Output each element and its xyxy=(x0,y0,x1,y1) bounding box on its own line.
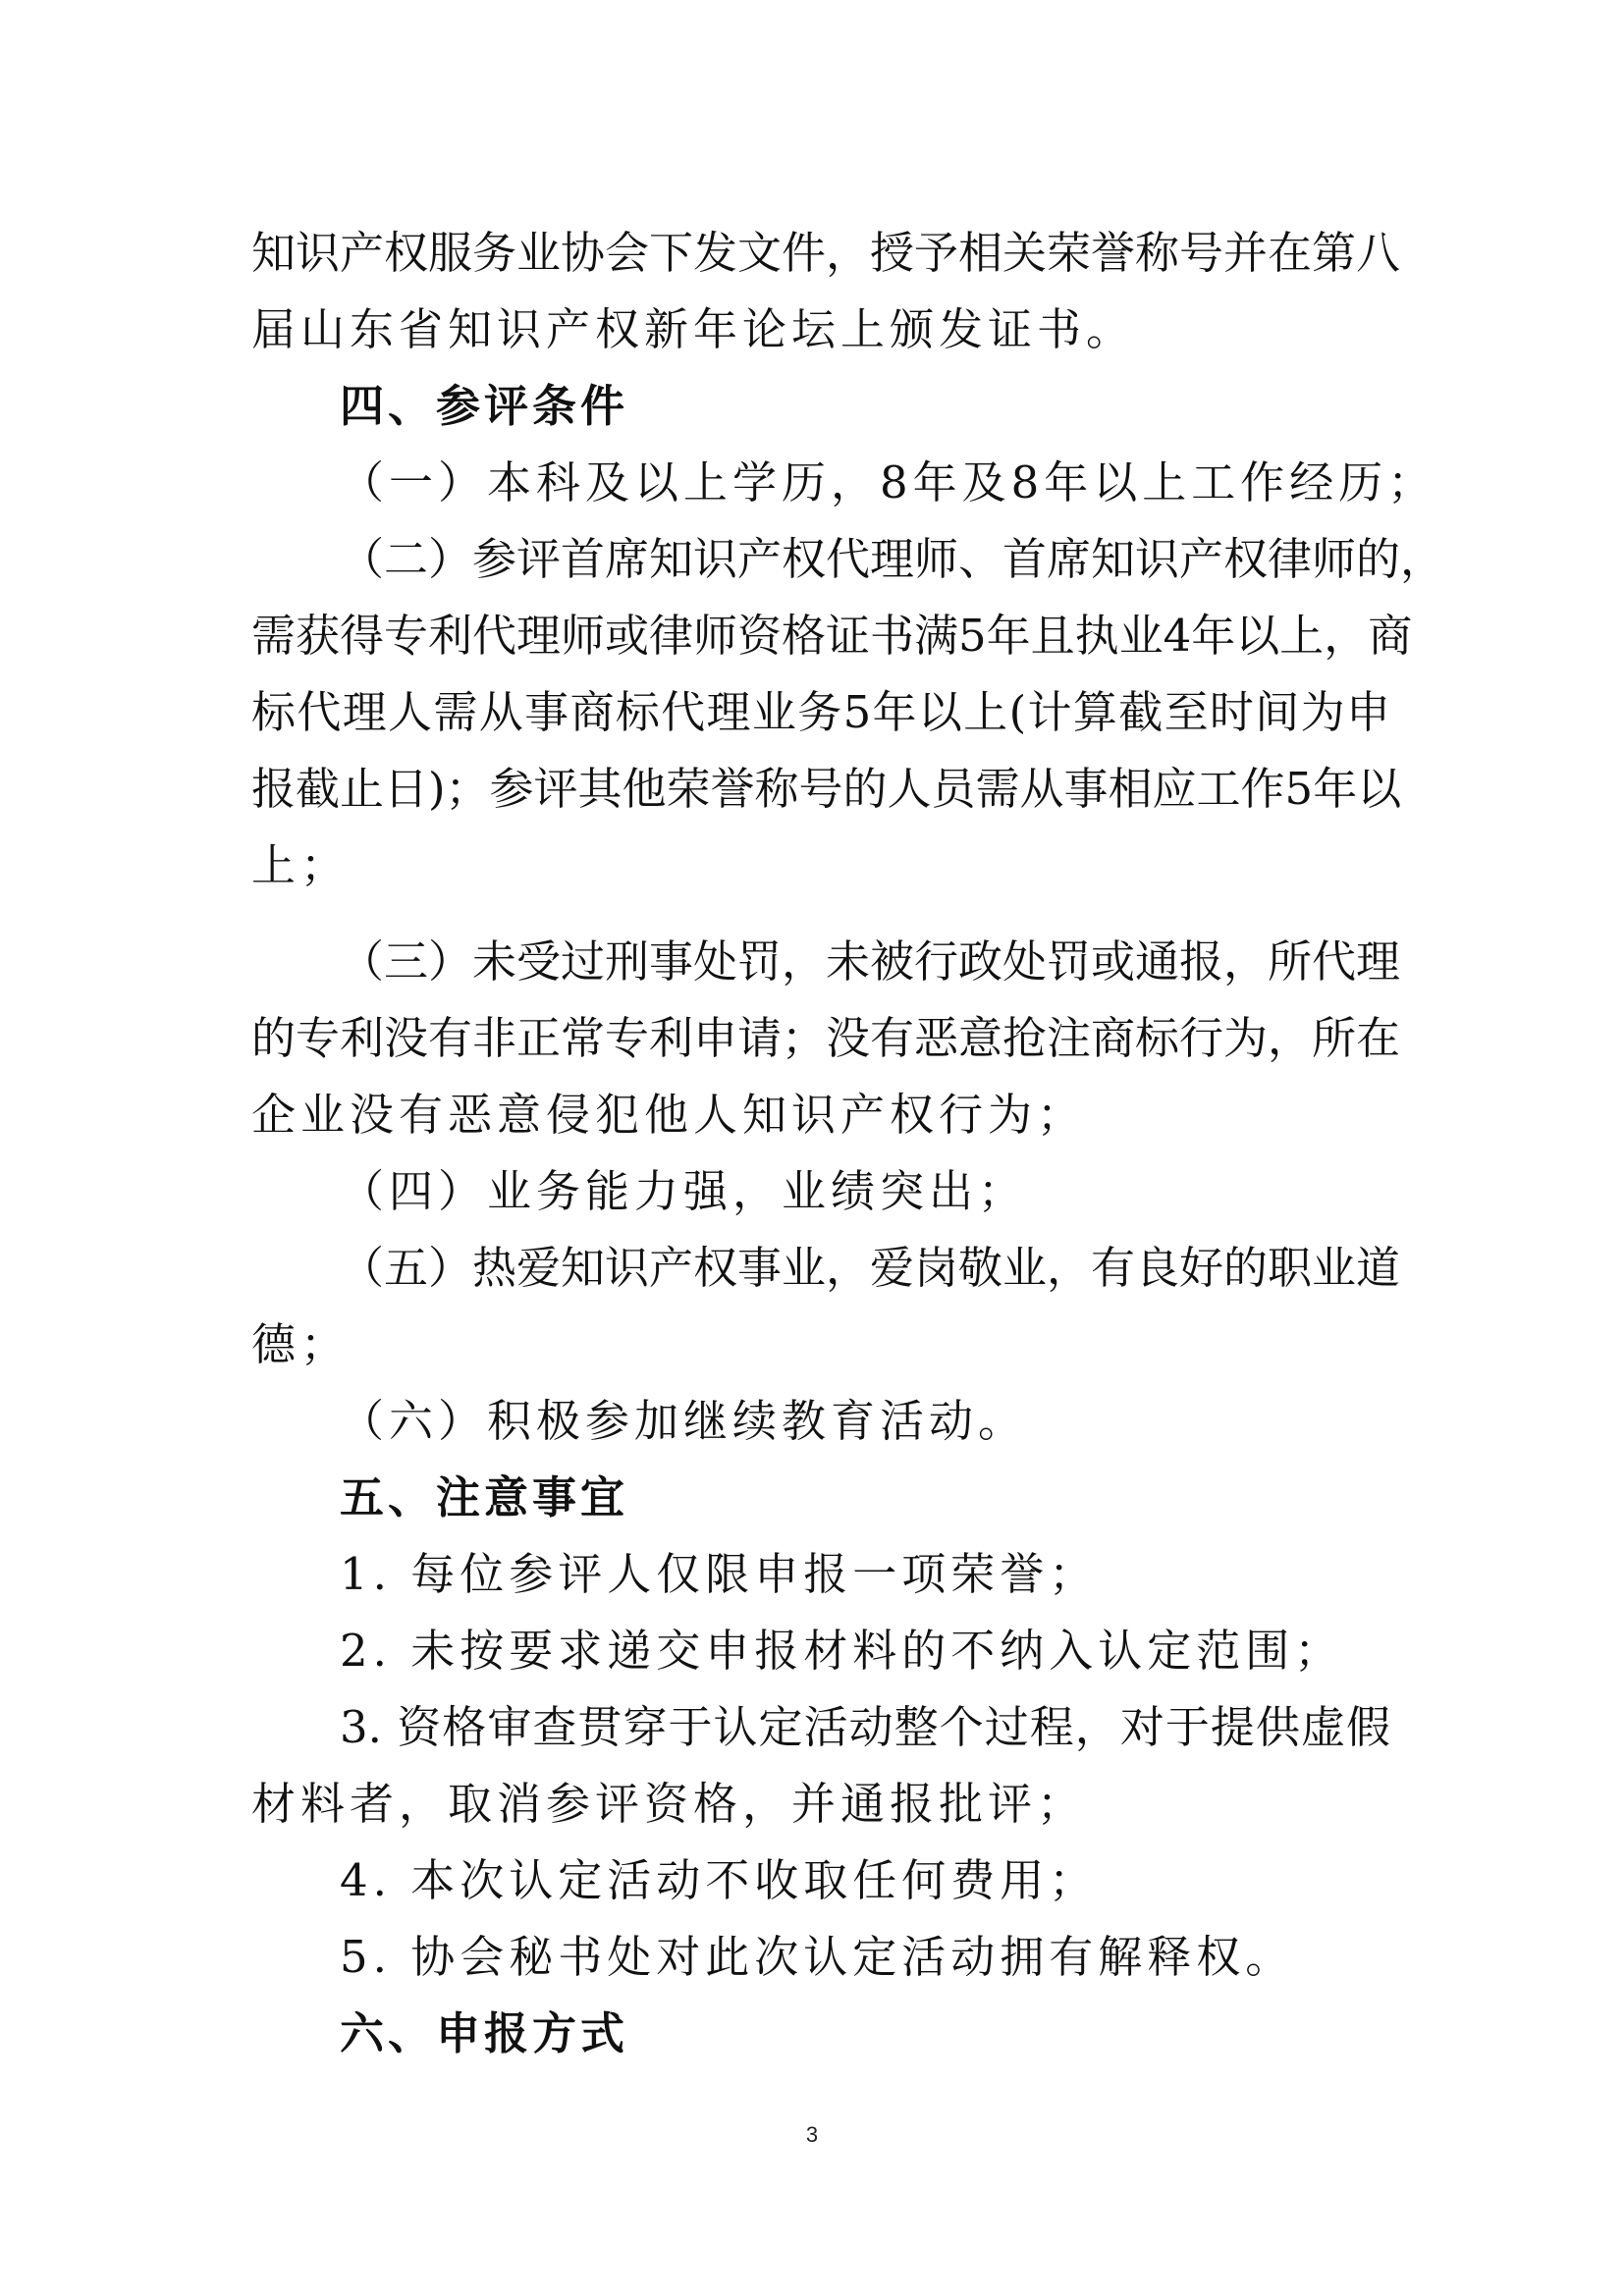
paragraph-line: 报截止日)；参评其他荣誉称号的人员需从事相应工作5年以 xyxy=(251,763,1402,815)
paragraph-line: 的专利没有非正常专利申请；没有恶意抢注商标行为，所在 xyxy=(251,1012,1401,1064)
paragraph-line: 届山东省知识产权新年论坛上颁发证书。 xyxy=(251,303,1136,355)
list-item: （四）业务能力强，业绩突出； xyxy=(340,1165,1028,1217)
section-heading-criteria: 四、参评条件 xyxy=(340,380,629,432)
list-item: （五）热爱知识产权事业，爱岗敬业，有良好的职业道 xyxy=(340,1242,1401,1294)
list-item: 3. 资格审查贯穿于认定活动整个过程，对于提供虚假 xyxy=(340,1701,1390,1753)
paragraph-line: 材料者，取消参评资格，并通报批评； xyxy=(251,1778,1087,1830)
section-heading-notes: 五、注意事宜 xyxy=(340,1471,629,1523)
list-item: 5. 协会秘书处对此次认定活动拥有解释权。 xyxy=(340,1931,1295,1983)
list-item: （一）本科及以上学历，8年及8年以上工作经历； xyxy=(340,456,1437,508)
list-item: 4. 本次认定活动不收取任何费用； xyxy=(340,1854,1099,1906)
paragraph-line: 德； xyxy=(251,1318,351,1370)
paragraph-line: 知识产权服务业协会下发文件，授予相关荣誉称号并在第八 xyxy=(251,227,1401,279)
list-item: （六）积极参加继续教育活动。 xyxy=(340,1395,1028,1447)
paragraph-line: 企业没有恶意侵犯他人知识产权行为； xyxy=(251,1089,1087,1141)
paragraph-line: 标代理人需从事商标代理业务5年以上(计算截至时间为申 xyxy=(251,686,1390,738)
page-number: 3 xyxy=(805,2122,819,2147)
section-heading-method: 六、申报方式 xyxy=(340,2007,629,2059)
paragraph-line: 需获得专利代理师或律师资格证书满5年且执业4年以上，商 xyxy=(251,610,1413,662)
paragraph-line: 上； xyxy=(251,839,351,891)
list-item: （二）参评首席知识产权代理师、首席知识产权律师的， xyxy=(340,533,1445,585)
list-item: （三）未受过刑事处罚，未被行政处罚或通报，所代理 xyxy=(340,935,1401,988)
list-item: 1. 每位参评人仅限申报一项荣誉； xyxy=(340,1548,1099,1600)
list-item: 2. 未按要求递交申报材料的不纳入认定范围； xyxy=(340,1625,1344,1677)
